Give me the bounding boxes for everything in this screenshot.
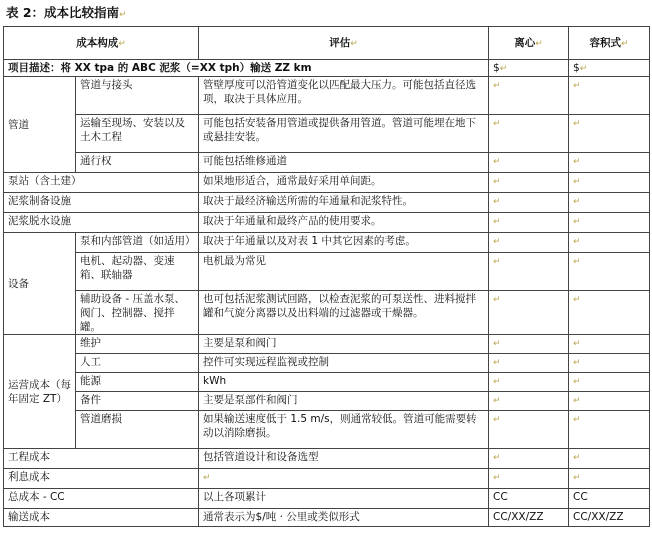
- volumetric-cell: ↵: [569, 77, 650, 115]
- volumetric-cell: ↵: [569, 449, 650, 469]
- table-row: [4, 173, 650, 193]
- header-evaluation: 评估↵: [199, 27, 489, 60]
- centrifugal-cell: ↵: [489, 115, 569, 153]
- centrifugal-cell: ↵: [489, 213, 569, 233]
- centrifugal-cell: CC: [489, 489, 569, 509]
- row-label: 泥浆制备设施: [4, 193, 199, 213]
- project-row: [4, 60, 650, 77]
- volumetric-cell: ↵: [569, 253, 650, 291]
- centrifugal-cell: ↵: [489, 449, 569, 469]
- table-row: [4, 253, 650, 291]
- volumetric-cell: ↵: [569, 335, 650, 354]
- item-label: 备件: [76, 392, 199, 411]
- item-evaluation: 控件可实现远程监视或控制: [199, 354, 489, 373]
- item-evaluation: 电机最为常见: [199, 253, 489, 291]
- item-evaluation: 也可包括泥浆测试回路，以检查泥浆的可泵送性、进料搅拌罐和气旋分离器以及出料端的过滤器或干燥器。: [199, 291, 489, 335]
- centrifugal-cell: ↵: [489, 153, 569, 173]
- item-label: 管道与接头: [76, 77, 199, 115]
- table-row: [4, 213, 650, 233]
- row-evaluation: 包括管道设计和设备选型: [199, 449, 489, 469]
- centrifugal-cell: ↵: [489, 411, 569, 449]
- volumetric-cell: ↵: [569, 411, 650, 449]
- item-label: 人工: [76, 354, 199, 373]
- table-row: [4, 153, 650, 173]
- volumetric-cell: ↵: [569, 291, 650, 335]
- volumetric-cell: ↵: [569, 469, 650, 489]
- centrifugal-cell: ↵: [489, 77, 569, 115]
- row-label: 利息成本: [4, 469, 199, 489]
- table-row: [4, 233, 650, 253]
- table-row: [4, 392, 650, 411]
- centrifugal-cell: CC/XX/ZZ: [489, 509, 569, 527]
- table-row: [4, 489, 650, 509]
- item-evaluation: 主要是泵和阀门: [199, 335, 489, 354]
- row-label: 工程成本: [4, 449, 199, 469]
- item-label: 辅助设备 - 压盖水泵、阀门、控制器、搅拌罐。: [76, 291, 199, 335]
- row-evaluation: 取决于最经济输送所需的年通量和泥浆特性。: [199, 193, 489, 213]
- table-row: [4, 449, 650, 469]
- item-evaluation: 可能包括安装备用管道或提供备用管道。管道可能埋在地下或悬挂安装。: [199, 115, 489, 153]
- volumetric-cell: ↵: [569, 115, 650, 153]
- volumetric-cell: ↵: [569, 193, 650, 213]
- volumetric-cell: ↵: [569, 213, 650, 233]
- row-evaluation: ↵: [199, 469, 489, 489]
- volumetric-cell: ↵: [569, 233, 650, 253]
- item-evaluation: kWh: [199, 373, 489, 392]
- volumetric-cell: CC/XX/ZZ: [569, 509, 650, 527]
- item-evaluation: 如果输送速度低于 1.5 m/s，则通常较低。管道可能需要转动以消除磨损。: [199, 411, 489, 449]
- volumetric-cell: ↵: [569, 153, 650, 173]
- row-evaluation: 如果地形适合，通常最好采用单间距。: [199, 173, 489, 193]
- row-evaluation: 取决于年通量和最终产品的使用要求。: [199, 213, 489, 233]
- table-row: [4, 411, 650, 449]
- item-evaluation: 管壁厚度可以沿管道变化以匹配最大压力。可能包括直径选项，取决于具体应用。: [199, 77, 489, 115]
- centrifugal-cell: ↵: [489, 354, 569, 373]
- item-label: 泵和内部管道（如适用）: [76, 233, 199, 253]
- volumetric-cell: ↵: [569, 373, 650, 392]
- volumetric-cell: ↵: [569, 173, 650, 193]
- item-label: 能源: [76, 373, 199, 392]
- table-row: [4, 335, 650, 354]
- item-label: 运输至现场、安装以及土木工程: [76, 115, 199, 153]
- volumetric-cell: ↵: [569, 392, 650, 411]
- volumetric-cell: ↵: [569, 354, 650, 373]
- row-label: 总成本 - CC: [4, 489, 199, 509]
- project-centrifugal: $↵: [489, 60, 569, 77]
- centrifugal-cell: ↵: [489, 173, 569, 193]
- header-centrifugal: 离心↵: [489, 27, 569, 60]
- table-row: [4, 509, 650, 527]
- table-row: [4, 354, 650, 373]
- header-row: [4, 27, 650, 60]
- item-evaluation: 取决于年通量以及对表 1 中其它因素的考虑。: [199, 233, 489, 253]
- table-row: [4, 291, 650, 335]
- centrifugal-cell: ↵: [489, 392, 569, 411]
- table-title: 表 2：成本比较指南↵: [6, 5, 127, 20]
- centrifugal-cell: ↵: [489, 253, 569, 291]
- centrifugal-cell: ↵: [489, 469, 569, 489]
- cost-comparison-table: [3, 26, 650, 527]
- item-evaluation: 可能包括维修通道: [199, 153, 489, 173]
- centrifugal-cell: ↵: [489, 193, 569, 213]
- group-operating: 运营成本（每年固定 ZT）: [4, 335, 76, 449]
- row-label: 泥浆脱水设施: [4, 213, 199, 233]
- centrifugal-cell: ↵: [489, 291, 569, 335]
- row-evaluation: 通常表示为$/吨 · 公里或类似形式: [199, 509, 489, 527]
- volumetric-cell: CC: [569, 489, 650, 509]
- centrifugal-cell: ↵: [489, 233, 569, 253]
- project-volumetric: $↵: [569, 60, 650, 77]
- project-description: 项目描述：将 XX tpa 的 ABC 泥浆（=XX tph）输送 ZZ km: [4, 60, 489, 77]
- header-component: 成本构成↵: [4, 27, 199, 60]
- table-row: [4, 115, 650, 153]
- table-row: [4, 469, 650, 489]
- row-evaluation: 以上各项累计: [199, 489, 489, 509]
- centrifugal-cell: ↵: [489, 335, 569, 354]
- item-label: 电机、起动器、变速箱、联轴器: [76, 253, 199, 291]
- table-row: [4, 77, 650, 115]
- centrifugal-cell: ↵: [489, 373, 569, 392]
- group-equipment: 设备: [4, 233, 76, 335]
- header-volumetric: 容积式↵: [569, 27, 650, 60]
- item-evaluation: 主要是泵部件和阀门: [199, 392, 489, 411]
- table-row: [4, 373, 650, 392]
- row-label: 泵站（含土建）: [4, 173, 199, 193]
- group-pipeline: 管道: [4, 77, 76, 173]
- item-label: 管道磨损: [76, 411, 199, 449]
- item-label: 维护: [76, 335, 199, 354]
- row-label: 输送成本: [4, 509, 199, 527]
- item-label: 通行权: [76, 153, 199, 173]
- table-row: [4, 193, 650, 213]
